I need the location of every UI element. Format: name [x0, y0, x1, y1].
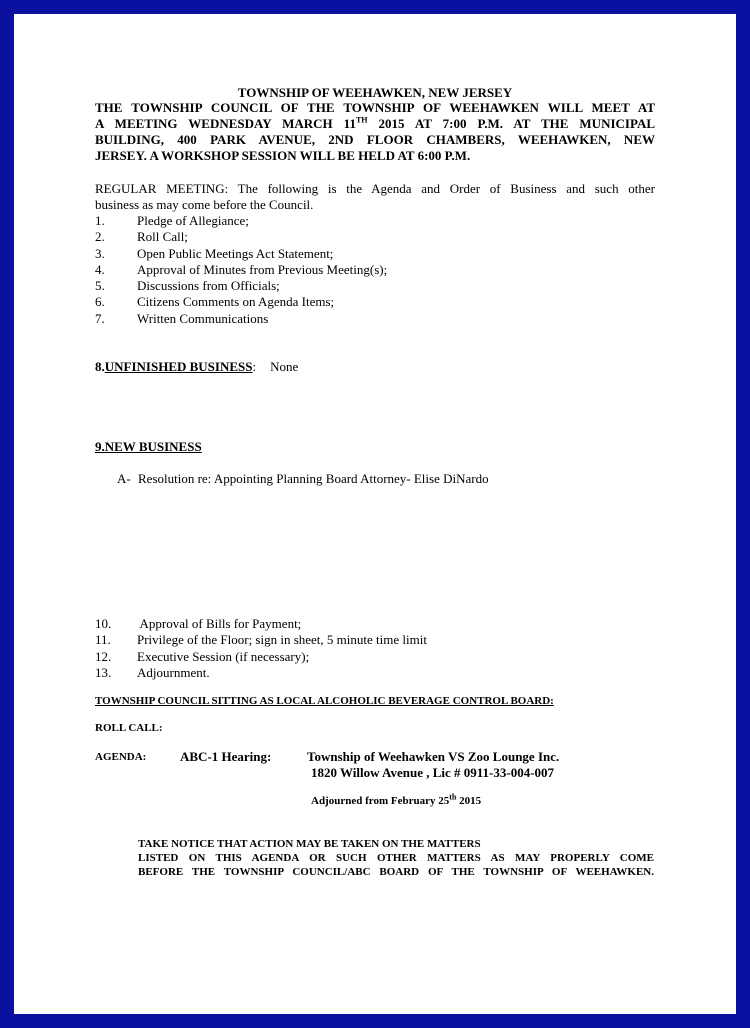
list-item	[95, 213, 387, 229]
item-number: 13.	[95, 664, 112, 680]
item-number: 1.	[95, 213, 105, 228]
intro-line-1: REGULAR MEETING: The following is the Agenda and Order of Business and such other	[95, 181, 655, 196]
list-item	[95, 649, 427, 665]
item-text: Privilege of the Floor; sign in sheet, 5 minute time limit	[137, 632, 427, 648]
list-item	[95, 246, 387, 262]
item-number: 2.	[95, 229, 105, 245]
adjourned-year: 2015	[456, 795, 482, 807]
adjourned-text: Adjourned from February 25	[311, 795, 450, 807]
list-item	[95, 616, 427, 632]
item-number: 7.	[95, 310, 105, 326]
notice-line-2: LISTED ON THIS AGENDA OR SUCH OTHER MATTERS AS MAY PROPERLY COME	[138, 852, 654, 864]
section-colon: :	[252, 359, 257, 374]
list-item	[95, 262, 387, 278]
adjourned-suffix: th	[449, 792, 457, 802]
notice-line-1: TAKE NOTICE THAT ACTION MAY BE TAKEN ON THE MATTERS	[138, 838, 481, 850]
item-number: 10.	[95, 616, 112, 631]
announcement-line-2	[95, 116, 655, 132]
new-business	[95, 439, 202, 455]
section-number: 8.	[95, 359, 105, 374]
list-item	[95, 229, 387, 245]
list-item	[95, 278, 387, 294]
section-heading: UNFINISHED BUSINESS	[104, 359, 253, 374]
hearing-case: Township of Weehawken VS Zoo Lounge Inc.	[307, 749, 560, 764]
item-text: Written Communications	[137, 310, 269, 326]
announcement-time-place: 2015 AT 7:00 P.M. AT THE MUNICIPAL	[367, 116, 655, 131]
item-text: Discussions from Officials;	[137, 278, 280, 294]
hearing-label: ABC-1 Hearing:	[180, 749, 272, 764]
document-title: TOWNSHIP OF WEEHAWKEN, NEW JERSEY	[237, 85, 513, 100]
unfinished-business	[95, 359, 298, 375]
announcement-line-3: BUILDING, 400 PARK AVENUE, 2ND FLOOR CHAMBERS, WEEHAWKEN, NEW	[95, 132, 655, 147]
section-number: 9.	[95, 439, 105, 454]
item-text: Resolution re: Appointing Planning Board Attorney- Elise DiNardo	[138, 471, 489, 486]
agenda-label: AGENDA:	[95, 751, 147, 763]
item-number: 12.	[95, 648, 112, 664]
item-letter: A-	[117, 471, 131, 486]
roll-call-label: ROLL CALL:	[95, 722, 163, 734]
list-item	[95, 311, 387, 327]
item-text: Approval of Minutes from Previous Meeting(s);	[137, 261, 388, 277]
agenda-list	[95, 213, 387, 327]
announcement-date: A MEETING WEDNESDAY MARCH 11	[95, 116, 356, 131]
section-heading: NEW BUSINESS	[104, 439, 202, 454]
hearing-address: 1820 Willow Avenue , Lic # 0911-33-004-007	[311, 765, 555, 780]
closing-agenda-list	[95, 616, 427, 681]
item-text: Open Public Meetings Act Statement;	[137, 245, 334, 261]
take-notice	[138, 837, 654, 879]
item-text: Pledge of Allegiance;	[137, 213, 249, 228]
item-text: Citizens Comments on Agenda Items;	[137, 294, 335, 310]
item-text: Adjournment.	[137, 664, 210, 680]
announcement-line-1: THE TOWNSHIP COUNCIL OF THE TOWNSHIP OF WEEHAWKEN WILL MEET AT	[95, 100, 655, 115]
item-number: 3.	[95, 245, 105, 261]
item-number: 5.	[95, 278, 105, 294]
item-text: Roll Call;	[137, 229, 188, 245]
new-business-item	[117, 471, 489, 487]
meeting-announcement	[95, 100, 655, 164]
adjourned-note	[311, 792, 482, 807]
list-item	[95, 665, 427, 681]
item-number: 11.	[95, 632, 111, 648]
regular-meeting-intro	[95, 181, 655, 213]
item-text: Executive Session (if necessary);	[137, 648, 310, 664]
notice-line-3: BEFORE THE TOWNSHIP COUNCIL/ABC BOARD OF THE TOWNSHIP OF WEEHAWKEN.	[138, 866, 654, 878]
date-suffix: TH	[355, 115, 368, 125]
intro-line-2: business as may come before the Council.	[95, 197, 314, 212]
item-number: 4.	[95, 261, 105, 277]
item-number: 6.	[95, 294, 105, 310]
list-item	[95, 294, 387, 310]
list-item	[95, 632, 427, 648]
section-value: None	[270, 359, 299, 374]
announcement-line-4: JERSEY. A WORKSHOP SESSION WILL BE HELD AT 6:00 P.M.	[95, 148, 471, 163]
abc-board-heading: TOWNSHIP COUNCIL SITTING AS LOCAL ALCOHOLIC BEVERAGE CONTROL BOARD:	[95, 695, 554, 707]
item-text: Approval of Bills for Payment;	[137, 616, 302, 631]
